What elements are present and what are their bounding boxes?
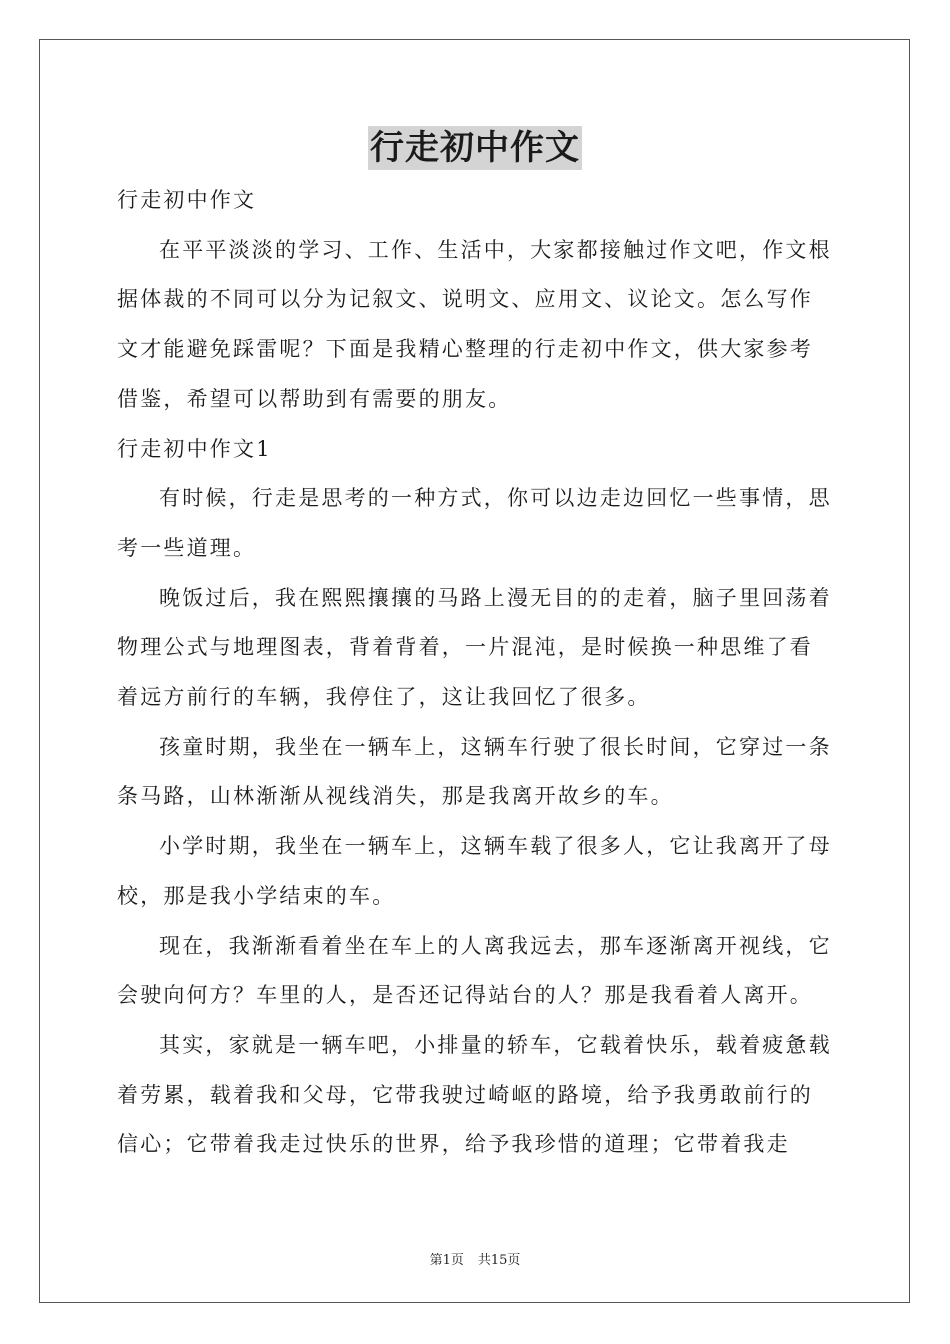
paragraph: 行走初中作文1 bbox=[117, 436, 272, 461]
paragraph: 有时候，行走是思考的一种方式，你可以边走边回忆一些事情，思考一些道理。 bbox=[117, 486, 832, 560]
document-title: 行走初中作文 bbox=[370, 128, 580, 168]
page-footer bbox=[0, 1249, 950, 1268]
paragraph: 晚饭过后，我在熙熙攘攘的马路上漫无目的的走着，脑子里回荡着物理公式与地理图表，背着背着，一片混沌，是时候换一种思维了看着远方前行的车辆，我停住了，这让我回忆了很多。 bbox=[117, 585, 832, 710]
paragraph: 孩童时期，我坐在一辆车上，这辆车行驶了很长时间，它穿过一条条马路，山林渐渐从视线消失，那是我离开故乡的车。 bbox=[117, 734, 832, 809]
paragraph: 在平平淡淡的学习、工作、生活中，大家都接触过作文吧，作文根据体裁的不同可以分为记叙文、说明文、应用文、议论文。怎么写作文才能避免踩雷呢？下面是我精心整理的行走初中作文，供大家参考借鉴，希望可以帮助到有需要的朋友。 bbox=[117, 237, 832, 411]
document-body bbox=[117, 176, 835, 1170]
paragraph: 其实，家就是一辆车吧，小排量的轿车，它载着快乐，载着疲惫载着劳累，载着我和父母，它带我驶过崎岖的路境，给予我勇敢前行的信心；它带着我走过快乐的世界，给予我珍惜的道理；它带着我走 bbox=[117, 1032, 832, 1157]
paragraph: 现在，我渐渐看着坐在车上的人离我远去，那车逐渐离开视线，它会驶向何方？车里的人，是否还记得站台的人？那是我看着人离开。 bbox=[117, 933, 832, 1008]
title-container bbox=[0, 126, 950, 170]
paragraph: 小学时期，我坐在一辆车上，这辆车载了很多人，它让我离开了母校，那是我小学结束的车。 bbox=[117, 834, 832, 908]
page-total: 共15页 bbox=[477, 1253, 521, 1268]
paragraph: 行走初中作文 bbox=[117, 188, 257, 212]
page-number: 第1页 bbox=[429, 1253, 464, 1268]
